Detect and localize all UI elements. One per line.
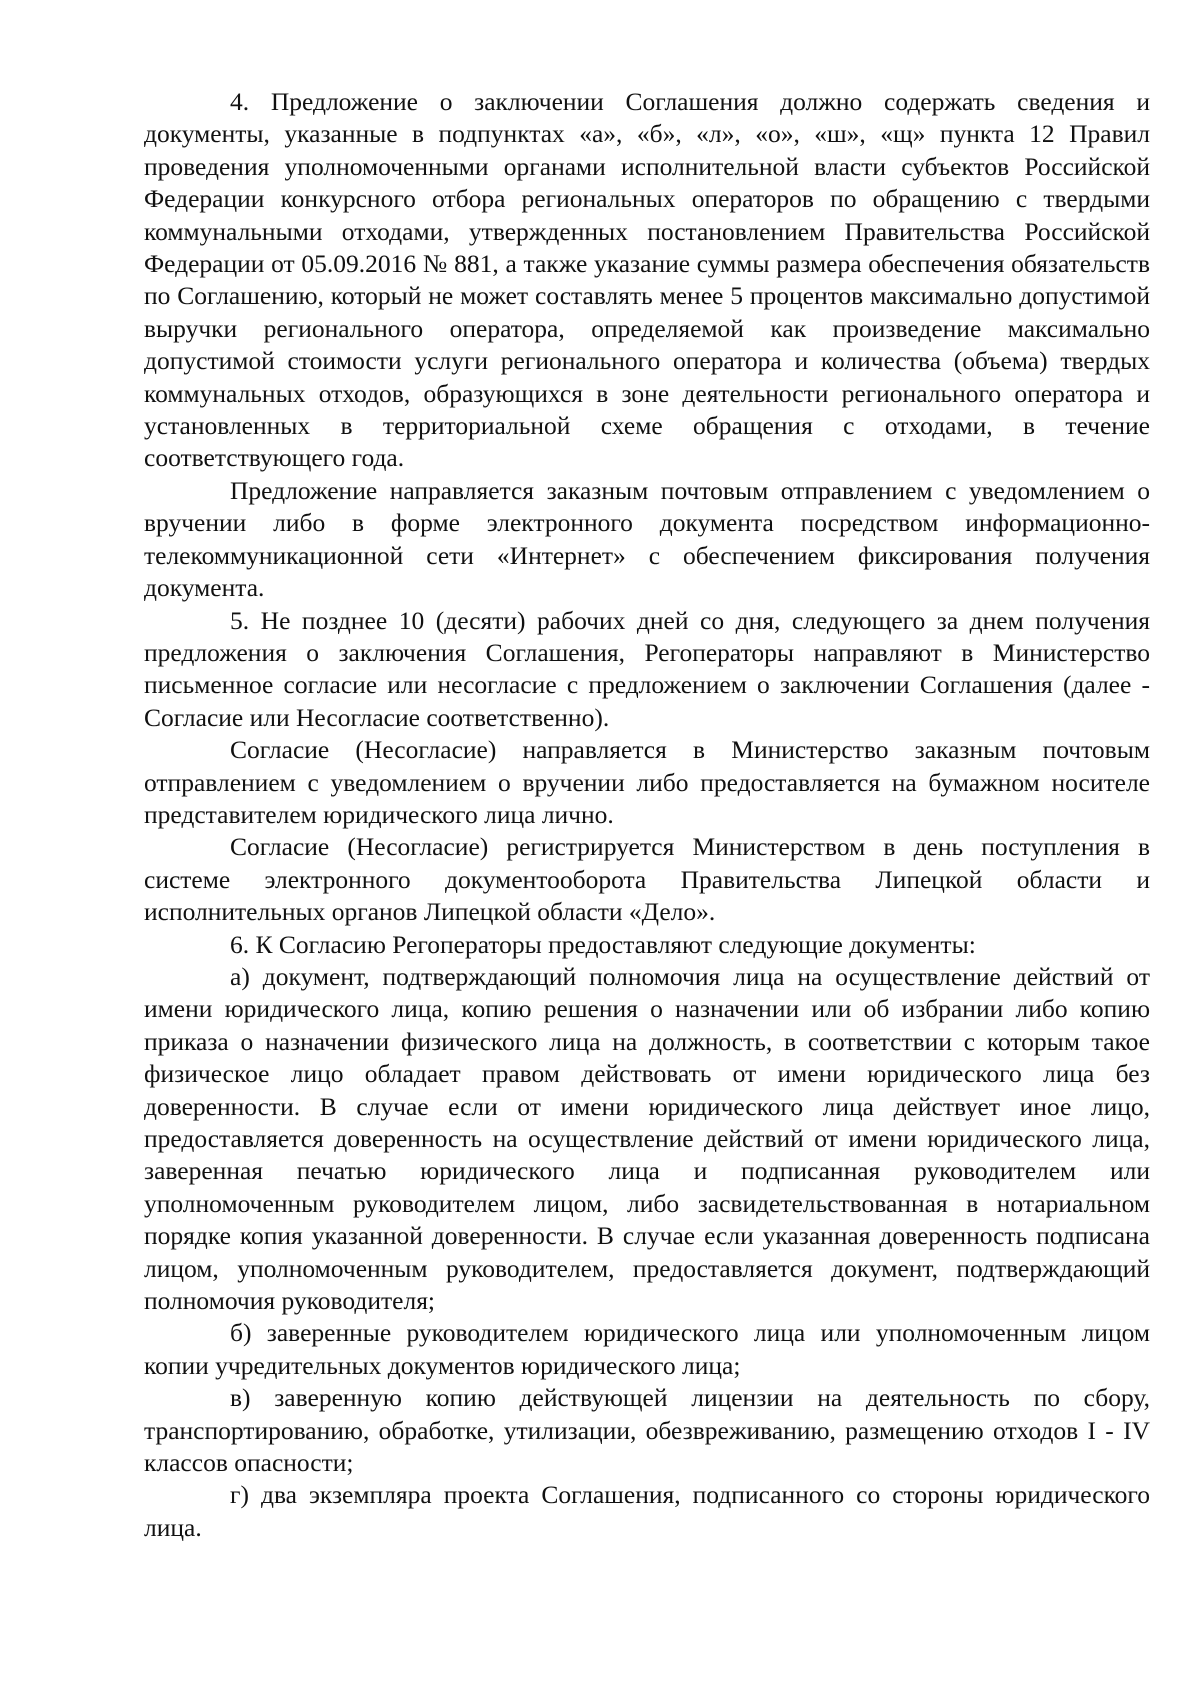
paragraph-consent-delivery: Согласие (Несогласие) направляется в Министерство заказным почтовым отправлением с уведомлением о вручении либо предоставляется на бумажном носителе представителем юридического лица лично. (144, 735, 1150, 829)
paragraph-proposal-delivery: Предложение направляется заказным почтовым отправлением с уведомлением о вручении либо в форме электронного документа посредством информационно-телекоммуникационной сети «Интернет» с обеспечением фиксирования получения документа. (144, 475, 1150, 603)
document-body (144, 86, 1150, 1544)
list-item-v-license-copy: в) заверенную копию действующей лицензии на деятельность по сбору, транспортированию, обработке, утилизации, обезвреживанию, размещению отходов I - IV классов опасности; (144, 1383, 1150, 1478)
list-item-a-authority-document: а) документ, подтверждающий полномочия лица на осуществление действий от имени юридического лица, копию решения о назначении или об избрании либо копию приказа о назначении физического лица на должность, в соответствии с которым такое физическое лицо обладает правом действовать от имени юридического лица без доверенности. В случае если от имени юридического лица действует иное лицо, предоставляется доверенность на осуществление действий от имени юридического лица, заверенная печатью юридического лица и подписанная руководителем или уполномоченным руководителем лицом, либо засвидетельствованная в нотариальном порядке копия указанной доверенности. В случае если указанная доверенность подписана лицом, уполномоченным руководителем, предоставляется документ, подтверждающий полномочия руководителя; (144, 961, 1150, 1316)
list-item-b-founding-documents: б) заверенные руководителем юридического лица или уполномоченным лицом копии учредительных документов юридического лица; (144, 1318, 1150, 1380)
list-item-g-agreement-copies: г) два экземпляра проекта Соглашения, подписанного со стороны юридического лица. (144, 1480, 1150, 1542)
paragraph-6-required-documents: 6. К Согласию Регоператоры предоставляют следующие документы: (230, 929, 976, 959)
paragraph-4-proposal-content: 4. Предложение о заключении Соглашения должно содержать сведения и документы, указанные в подпунктах «а», «б», «л», «о», «ш», «щ» пункта 12 Правил проведения уполномоченными органами исполнительной власти субъектов Российской Федерации конкурсного отбора региональных операторов по обращению с твердыми коммунальными отходами, утвержденных постановлением Правительства Российской Федерации от 05.09.2016 № 881, а также указание суммы размера обеспечения обязательств по Соглашению, который не может составлять менее 5 процентов максимально допустимой выручки регионального оператора, определяемой как произведение максимально допустимой стоимости услуги регионального оператора и количества (объема) твердых коммунальных отходов, образующихся в зоне деятельности регионального оператора и установленных в территориальной схеме обращения с отходами, в течение соответствующего года. (144, 87, 1150, 473)
paragraph-5-consent-deadline: 5. Не позднее 10 (десяти) рабочих дней со дня, следующего за днем получения предложения о заключения Соглашения, Регоператоры направляют в Министерство письменное согласие или несогласие с предложением о заключении Соглашения (далее - Согласие или Несогласие соответственно). (144, 605, 1150, 732)
paragraph-consent-registration: Согласие (Несогласие) регистрируется Министерством в день поступления в системе электронного документооборота Правительства Липецкой области и исполнительных органов Липецкой области «Дело». (144, 832, 1150, 927)
